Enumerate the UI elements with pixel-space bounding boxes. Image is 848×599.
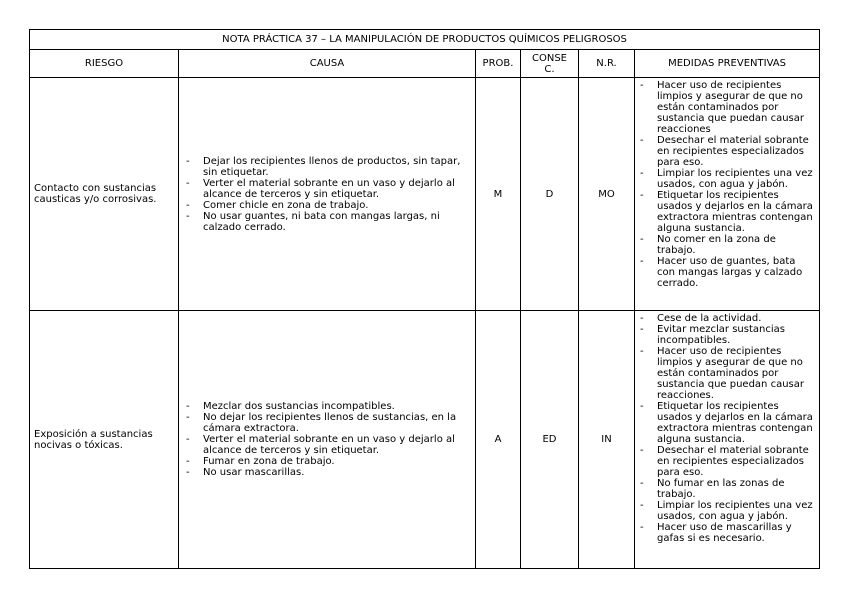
header-conse <box>521 50 579 78</box>
header-medidas: MEDIDAS PREVENTIVAS <box>635 50 820 78</box>
list-item: - Limpiar los recipientes una vez usados, con agua y jabón. <box>639 500 815 522</box>
list-item: - Hacer uso de recipientes limpios y asegurar de que no están contaminados por sustancia que puedan causar reacciones. <box>639 346 815 401</box>
list-item: - Comer chicle en zona de trabajo. <box>185 200 467 211</box>
list-item: - No dejar los recipientes llenos de sustancias, en la cámara extractora. <box>185 412 467 434</box>
table-title: NOTA PRÁCTICA 37 – LA MANIPULACIÓN DE PRODUCTOS QUÍMICOS PELIGROSOS <box>30 30 820 50</box>
header-nr: N.R. <box>579 50 635 78</box>
riesgo-cell: Contacto con sustancias causticas y/o corrosivas. <box>30 78 179 311</box>
list-item: - Evitar mezclar sustancias incompatibles. <box>639 324 815 346</box>
list-item: - Desechar el material sobrante en recipientes especializados para eso. <box>639 135 815 168</box>
table-row <box>30 78 820 311</box>
list-item: - Verter el material sobrante en un vaso y dejarlo al alcance de terceros y sin etiquetar. <box>185 178 467 200</box>
header-conse-line2: C. <box>544 63 555 75</box>
header-riesgo: RIESGO <box>30 50 179 78</box>
list-item: - Etiquetar los recipientes usados y dejarlos en la cámara extractora mientras contengan alguna sustancia. <box>639 401 815 445</box>
list-item: - Verter el material sobrante en un vaso y dejarlo al alcance de terceros y sin etiquetar. <box>185 434 467 456</box>
risk-table <box>29 29 820 569</box>
prob-cell: A <box>476 311 521 569</box>
medidas-list <box>639 313 815 544</box>
list-item: - Etiquetar los recipientes usados y dejarlos en la cámara extractora mientras contengan alguna sustancia. <box>639 190 815 234</box>
header-row <box>30 50 820 78</box>
header-conse-line1: CONSE <box>532 52 567 64</box>
list-item: - Desechar el material sobrante en recipientes especializados para eso. <box>639 445 815 478</box>
medidas-cell <box>635 311 820 569</box>
medidas-cell <box>635 78 820 311</box>
nr-cell: MO <box>579 78 635 311</box>
list-item: - Limpiar los recipientes una vez usados, con agua y jabón. <box>639 168 815 190</box>
nr-cell: IN <box>579 311 635 569</box>
table-row <box>30 311 820 569</box>
medidas-list <box>639 80 815 289</box>
riesgo-cell: Exposición a sustancias nocivas o tóxicas. <box>30 311 179 569</box>
causa-cell <box>179 78 476 311</box>
list-item: - Fumar en zona de trabajo. <box>185 456 467 467</box>
list-item: - No fumar en las zonas de trabajo. <box>639 478 815 500</box>
conse-cell: ED <box>521 311 579 569</box>
conse-cell: D <box>521 78 579 311</box>
list-item: - No usar guantes, ni bata con mangas largas, ni calzado cerrado. <box>185 211 467 233</box>
list-item: - Hacer uso de mascarillas y gafas si es necesario. <box>639 522 815 544</box>
causa-list <box>185 401 467 478</box>
list-item: - Hacer uso de guantes, bata con mangas largas y calzado cerrado. <box>639 256 815 289</box>
prob-cell: M <box>476 78 521 311</box>
header-causa: CAUSA <box>179 50 476 78</box>
list-item: - No comer en la zona de trabajo. <box>639 234 815 256</box>
header-prob: PROB. <box>476 50 521 78</box>
list-item: - No usar mascarillas. <box>185 467 467 478</box>
list-item: - Dejar los recipientes llenos de productos, sin tapar, sin etiquetar. <box>185 156 467 178</box>
list-item: - Cese de la actividad. <box>639 313 815 324</box>
list-item: - Mezclar dos sustancias incompatibles. <box>185 401 467 412</box>
causa-cell <box>179 311 476 569</box>
causa-list <box>185 156 467 233</box>
list-item: - Hacer uso de recipientes limpios y asegurar de que no están contaminados por sustancia que puedan causar reacciones <box>639 80 815 135</box>
